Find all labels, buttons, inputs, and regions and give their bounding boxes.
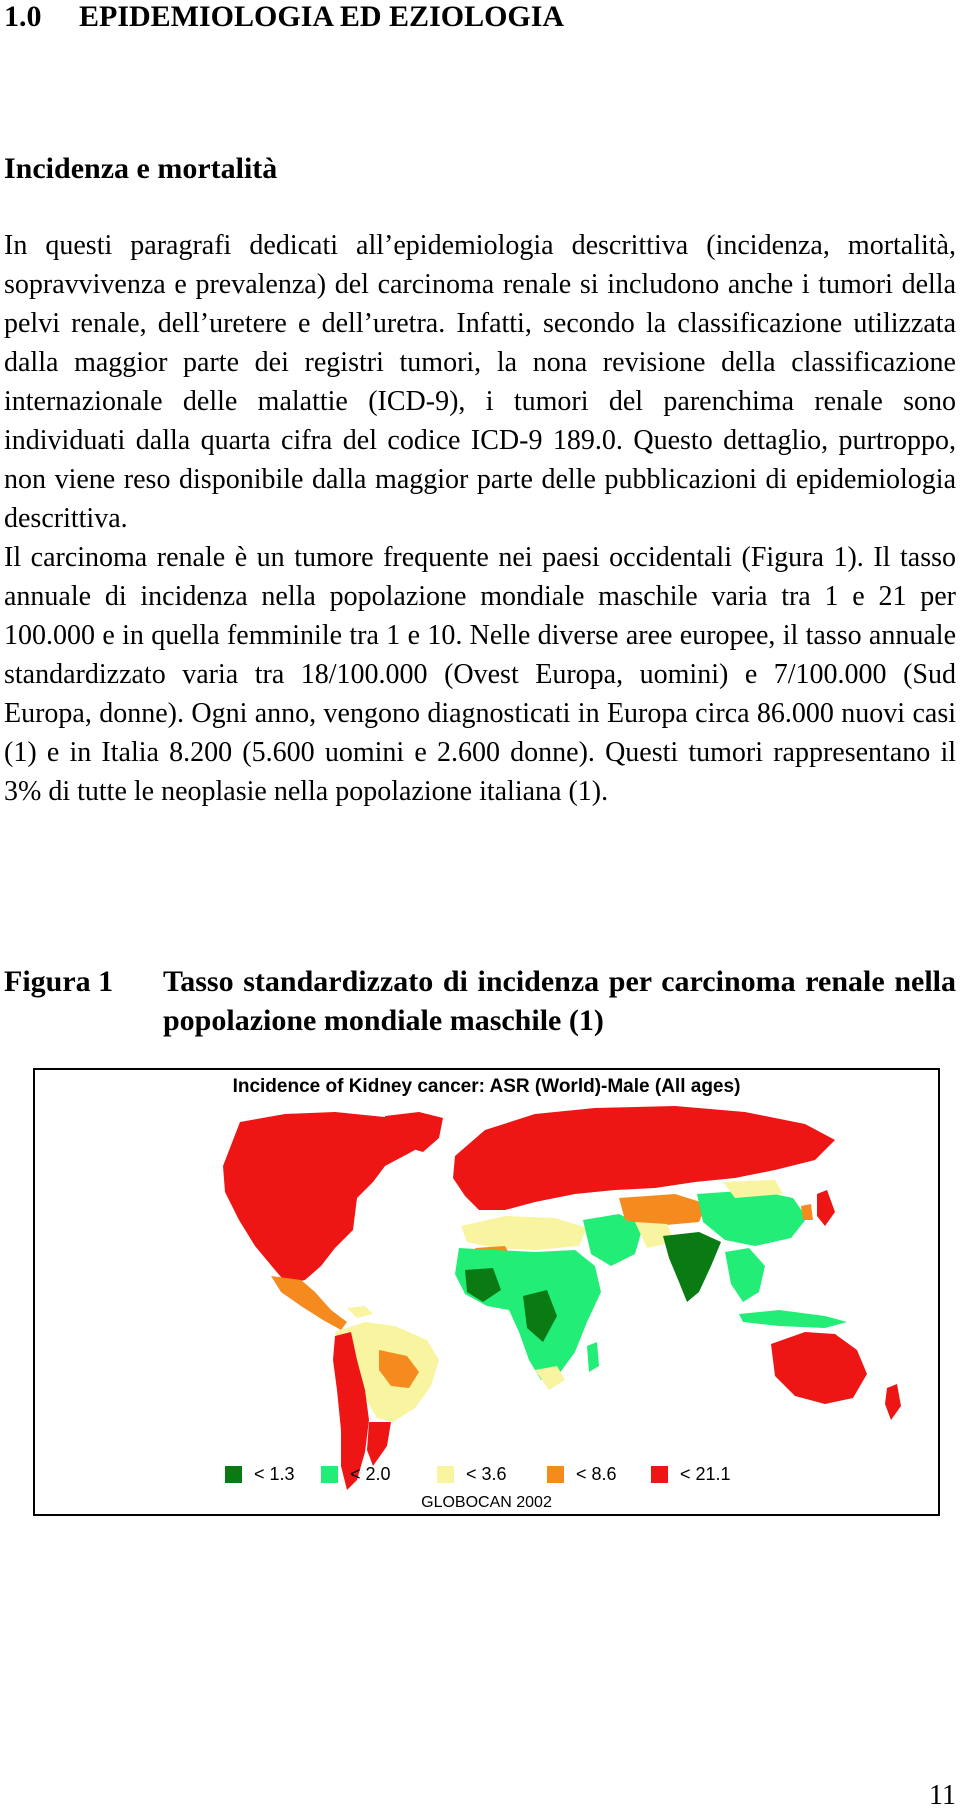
australia-region bbox=[771, 1332, 867, 1404]
section-title: Incidenza e mortalità bbox=[4, 152, 278, 185]
korea-region bbox=[801, 1204, 813, 1220]
legend-label: < 21.1 bbox=[680, 1463, 731, 1484]
body-text bbox=[4, 226, 956, 811]
china-region bbox=[697, 1190, 807, 1246]
japan-region bbox=[817, 1190, 835, 1226]
central-asia-region bbox=[619, 1194, 707, 1226]
caribbean-region bbox=[347, 1306, 373, 1318]
world-incidence-map bbox=[33, 1068, 940, 1516]
south-america-south bbox=[367, 1422, 391, 1466]
legend-swatch bbox=[651, 1466, 668, 1483]
legend-item bbox=[225, 1463, 295, 1483]
legend-swatch bbox=[547, 1466, 564, 1483]
central-america-region bbox=[271, 1276, 347, 1330]
map-source: GLOBOCAN 2002 bbox=[421, 1494, 552, 1511]
india-region bbox=[663, 1232, 721, 1302]
figure-caption-text: Tasso standardizzato di incidenza per carcinoma renale nella popolazione mondiale maschile (1) bbox=[163, 965, 956, 1037]
new-zealand-region bbox=[885, 1384, 901, 1420]
legend-item bbox=[651, 1463, 731, 1483]
chapter-number: 1.0 bbox=[4, 0, 42, 33]
north-africa-region bbox=[461, 1216, 587, 1250]
chapter-title: EPIDEMIOLOGIA ED EZIOLOGIA bbox=[79, 0, 565, 33]
indonesia-region bbox=[739, 1310, 847, 1328]
legend-label: < 2.0 bbox=[350, 1463, 391, 1484]
figure-label: Figura 1 bbox=[4, 965, 114, 998]
legend-label: < 8.6 bbox=[576, 1463, 617, 1484]
legend-swatch bbox=[321, 1466, 338, 1483]
page-number: 11 bbox=[929, 1780, 956, 1811]
paragraph: In questi paragrafi dedicati all’epidemiologia descrittiva (incidenza, mortalità, sopravvivenza e prevalenza) del carcinoma renale si includono anche i tumori della pelvi renale, dell’uretere e dell’uretra. Infatti, secondo la classificazione utilizzata dalla maggior parte dei registri tumori, la nona revisione della classificazione internazionale delle malattie (ICD-9), i tumori del parenchima renale sono individuati dalla quarta cifra del codice ICD-9 189.0. Questo dettaglio, purtroppo, non viene reso disponibile dalla maggior parte delle pubblicazioni di epidemiologia descrittiva. bbox=[4, 230, 956, 534]
southeast-asia-region bbox=[725, 1248, 765, 1302]
legend-swatch bbox=[437, 1466, 454, 1483]
world-map bbox=[35, 1070, 938, 1514]
legend-item bbox=[437, 1463, 507, 1483]
legend-swatch bbox=[225, 1466, 242, 1483]
middle-east-region bbox=[583, 1214, 643, 1266]
chapter-heading bbox=[4, 0, 564, 34]
madagascar-region bbox=[587, 1342, 599, 1372]
legend-item bbox=[547, 1463, 617, 1483]
legend-label: < 3.6 bbox=[466, 1463, 507, 1484]
paragraph: Il carcinoma renale è un tumore frequente nei paesi occidentali (Figura 1). Il tasso annuale di incidenza nella popolazione mondiale maschile varia tra 1 e 21 per 100.000 e in quella femminile tra 1 e 10. Nelle diverse aree europee, il tasso annuale standardizzato varia tra 18/100.000 (Ovest Europa, uomini) e 7/100.000 (Sud Europa, donne). Ogni anno, vengono diagnosticati in Europa circa 86.000 nuovi casi (1) e in Italia 8.200 (5.600 uomini e 2.600 donne). Questi tumori rappresentano il 3% di tutte le neoplasie nella popolazione italiana (1). bbox=[4, 542, 956, 807]
map-title: Incidence of Kidney cancer: ASR (World)-Male (All ages) bbox=[232, 1076, 741, 1097]
legend-label: < 1.3 bbox=[254, 1463, 295, 1484]
figure-caption bbox=[4, 962, 956, 1040]
legend-item bbox=[321, 1463, 391, 1483]
